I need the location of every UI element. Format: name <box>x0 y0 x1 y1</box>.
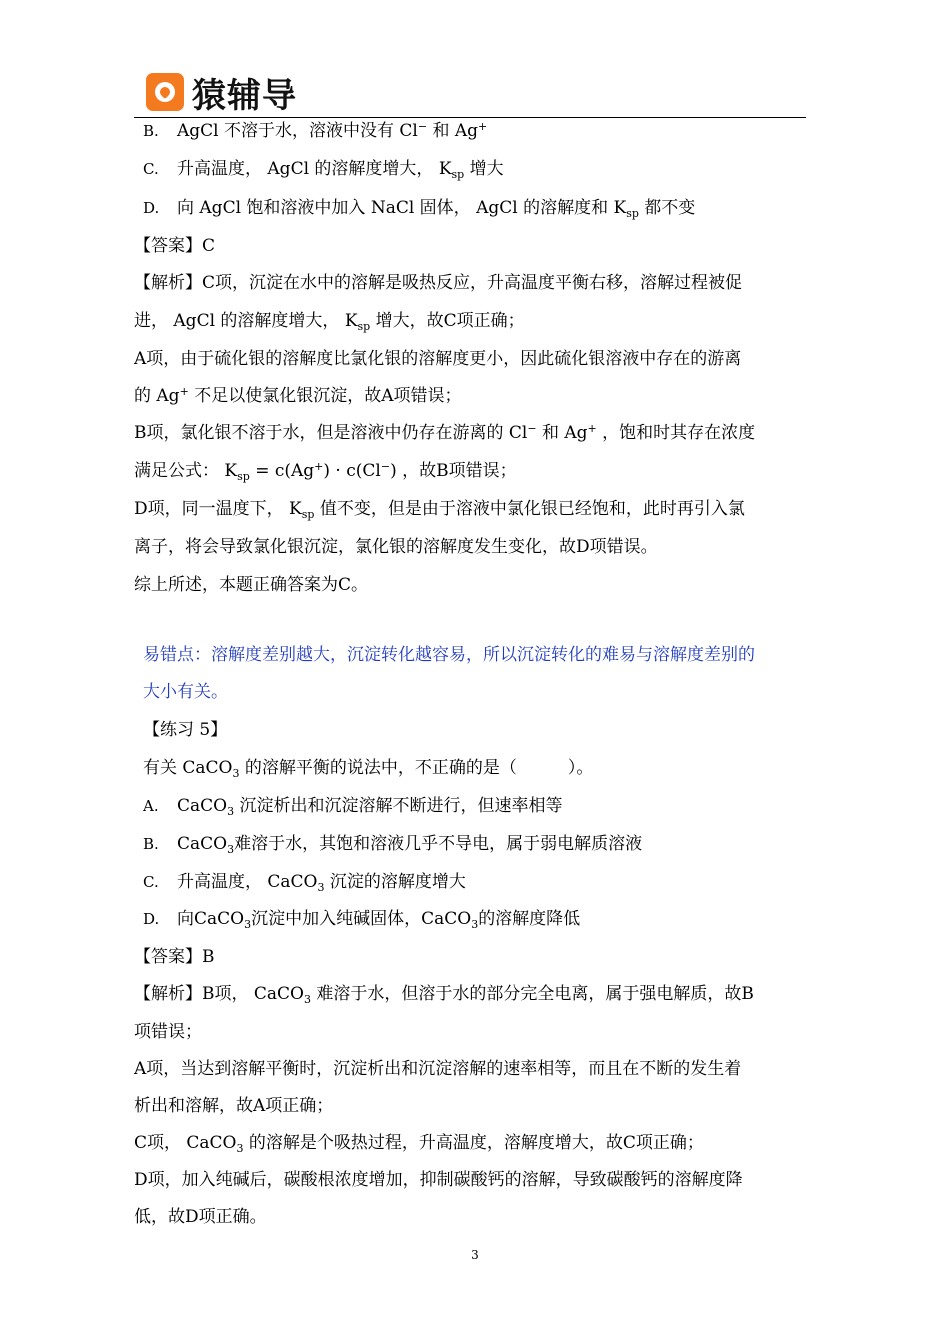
tip-line-1: 易错点：溶解度差别越大，沉淀转化越容易，所以沉淀转化的难易与溶解度差别的 <box>143 645 755 665</box>
prev-analysis-line-1: 【解析】C项，沉淀在水中的溶解是吸热反应，升高温度平衡右移，溶解过程被促 <box>134 273 743 293</box>
exercise-option-a: A. CaCO$_3$ 沉淀析出和沉淀溶解不断进行，但速率相等 <box>143 796 563 818</box>
prev-analysis-line-5: B项，氯化银不溶于水，但是溶液中仍存在游离的 Cl− 和 Ag+ ，饱和时其存在浓度 <box>134 422 756 443</box>
exercise-analysis-line-1: 【解析】B项， CaCO$_3$ 难溶于水，但溶于水的部分完全电离，属于强电解质，故B <box>134 984 754 1006</box>
prev-analysis-line-6: 满足公式： $K_{sp} = c(Ag^+) \cdot c(Cl^-)$ ，故B项错误； <box>134 460 517 483</box>
exercise-stem: 有关 CaCO$_3$ 的溶解平衡的说法中，不正确的是（ ）。 <box>143 758 594 780</box>
brand-logo <box>146 70 297 114</box>
prev-analysis-line-7: D项，同一温度下， $K_{sp}$ 值不变，但是由于溶液中氯化银已经饱和，此时再引入氯 <box>134 499 745 521</box>
exercise-title: 【练习 5】 <box>143 720 228 740</box>
brand-name: 猿辅导 <box>192 75 297 116</box>
prev-analysis-line-8: 离子，将会导致氯化银沉淀，氯化银的溶解度发生变化，故D项错误。 <box>134 537 658 557</box>
prev-analysis-summary: 综上所述，本题正确答案为C。 <box>134 575 369 595</box>
exercise-analysis-line-6: D项，加入纯碱后，碳酸根浓度增加，抑制碳酸钙的溶解，导致碳酸钙的溶解度降 <box>134 1170 743 1190</box>
exercise-option-b: B. CaCO$_3$难溶于水，其饱和溶液几乎不导电，属于弱电解质溶液 <box>143 834 643 856</box>
header-divider <box>134 117 806 118</box>
prev-analysis-line-3: A项，由于硫化银的溶解度比氯化银的溶解度更小，因此硫化银溶液中存在的游离 <box>134 349 742 369</box>
prev-option-c: C. 升高温度， AgCl 的溶解度增大， $K_{sp}$ 增大 <box>143 159 504 181</box>
prev-analysis-line-2: 进， AgCl 的溶解度增大， $K_{sp}$ 增大，故C项正确； <box>134 311 525 333</box>
prev-answer: 【答案】C <box>134 236 216 256</box>
tip-line-2: 大小有关。 <box>143 682 228 702</box>
yuanfudao-logo-icon <box>146 73 184 111</box>
exercise-analysis-line-3: A项，当达到溶解平衡时，沉淀析出和沉淀溶解的速率相等，而且在不断的发生着 <box>134 1059 742 1079</box>
page-number: 3 <box>471 1248 479 1262</box>
exercise-analysis-line-5: C项， CaCO$_3$ 的溶解是个吸热过程，升高温度，溶解度增大，故C项正确； <box>134 1133 704 1155</box>
exercise-option-c: C. 升高温度， CaCO$_3$ 沉淀的溶解度增大 <box>143 872 466 894</box>
prev-option-d: D. 向 AgCl 饱和溶液中加入 NaCl 固体， AgCl 的溶解度和 $K_{sp}$ 都不变 <box>143 198 696 220</box>
exercise-analysis-line-7: 低，故D项正确。 <box>134 1207 267 1227</box>
exercise-analysis-line-2: 项错误； <box>134 1022 202 1042</box>
prev-option-b: B. AgCl 不溶于水，溶液中没有 Cl− 和 Ag+ <box>143 120 488 141</box>
exercise-analysis-line-4: 析出和溶解，故A项正确； <box>134 1096 334 1116</box>
exercise-option-d: D. 向CaCO$_3$沉淀中加入纯碱固体，CaCO$_3$的溶解度降低 <box>143 909 581 931</box>
prev-analysis-line-4: 的 Ag+ 不足以使氯化银沉淀，故A项错误； <box>134 385 462 406</box>
exercise-answer: 【答案】B <box>134 947 215 967</box>
